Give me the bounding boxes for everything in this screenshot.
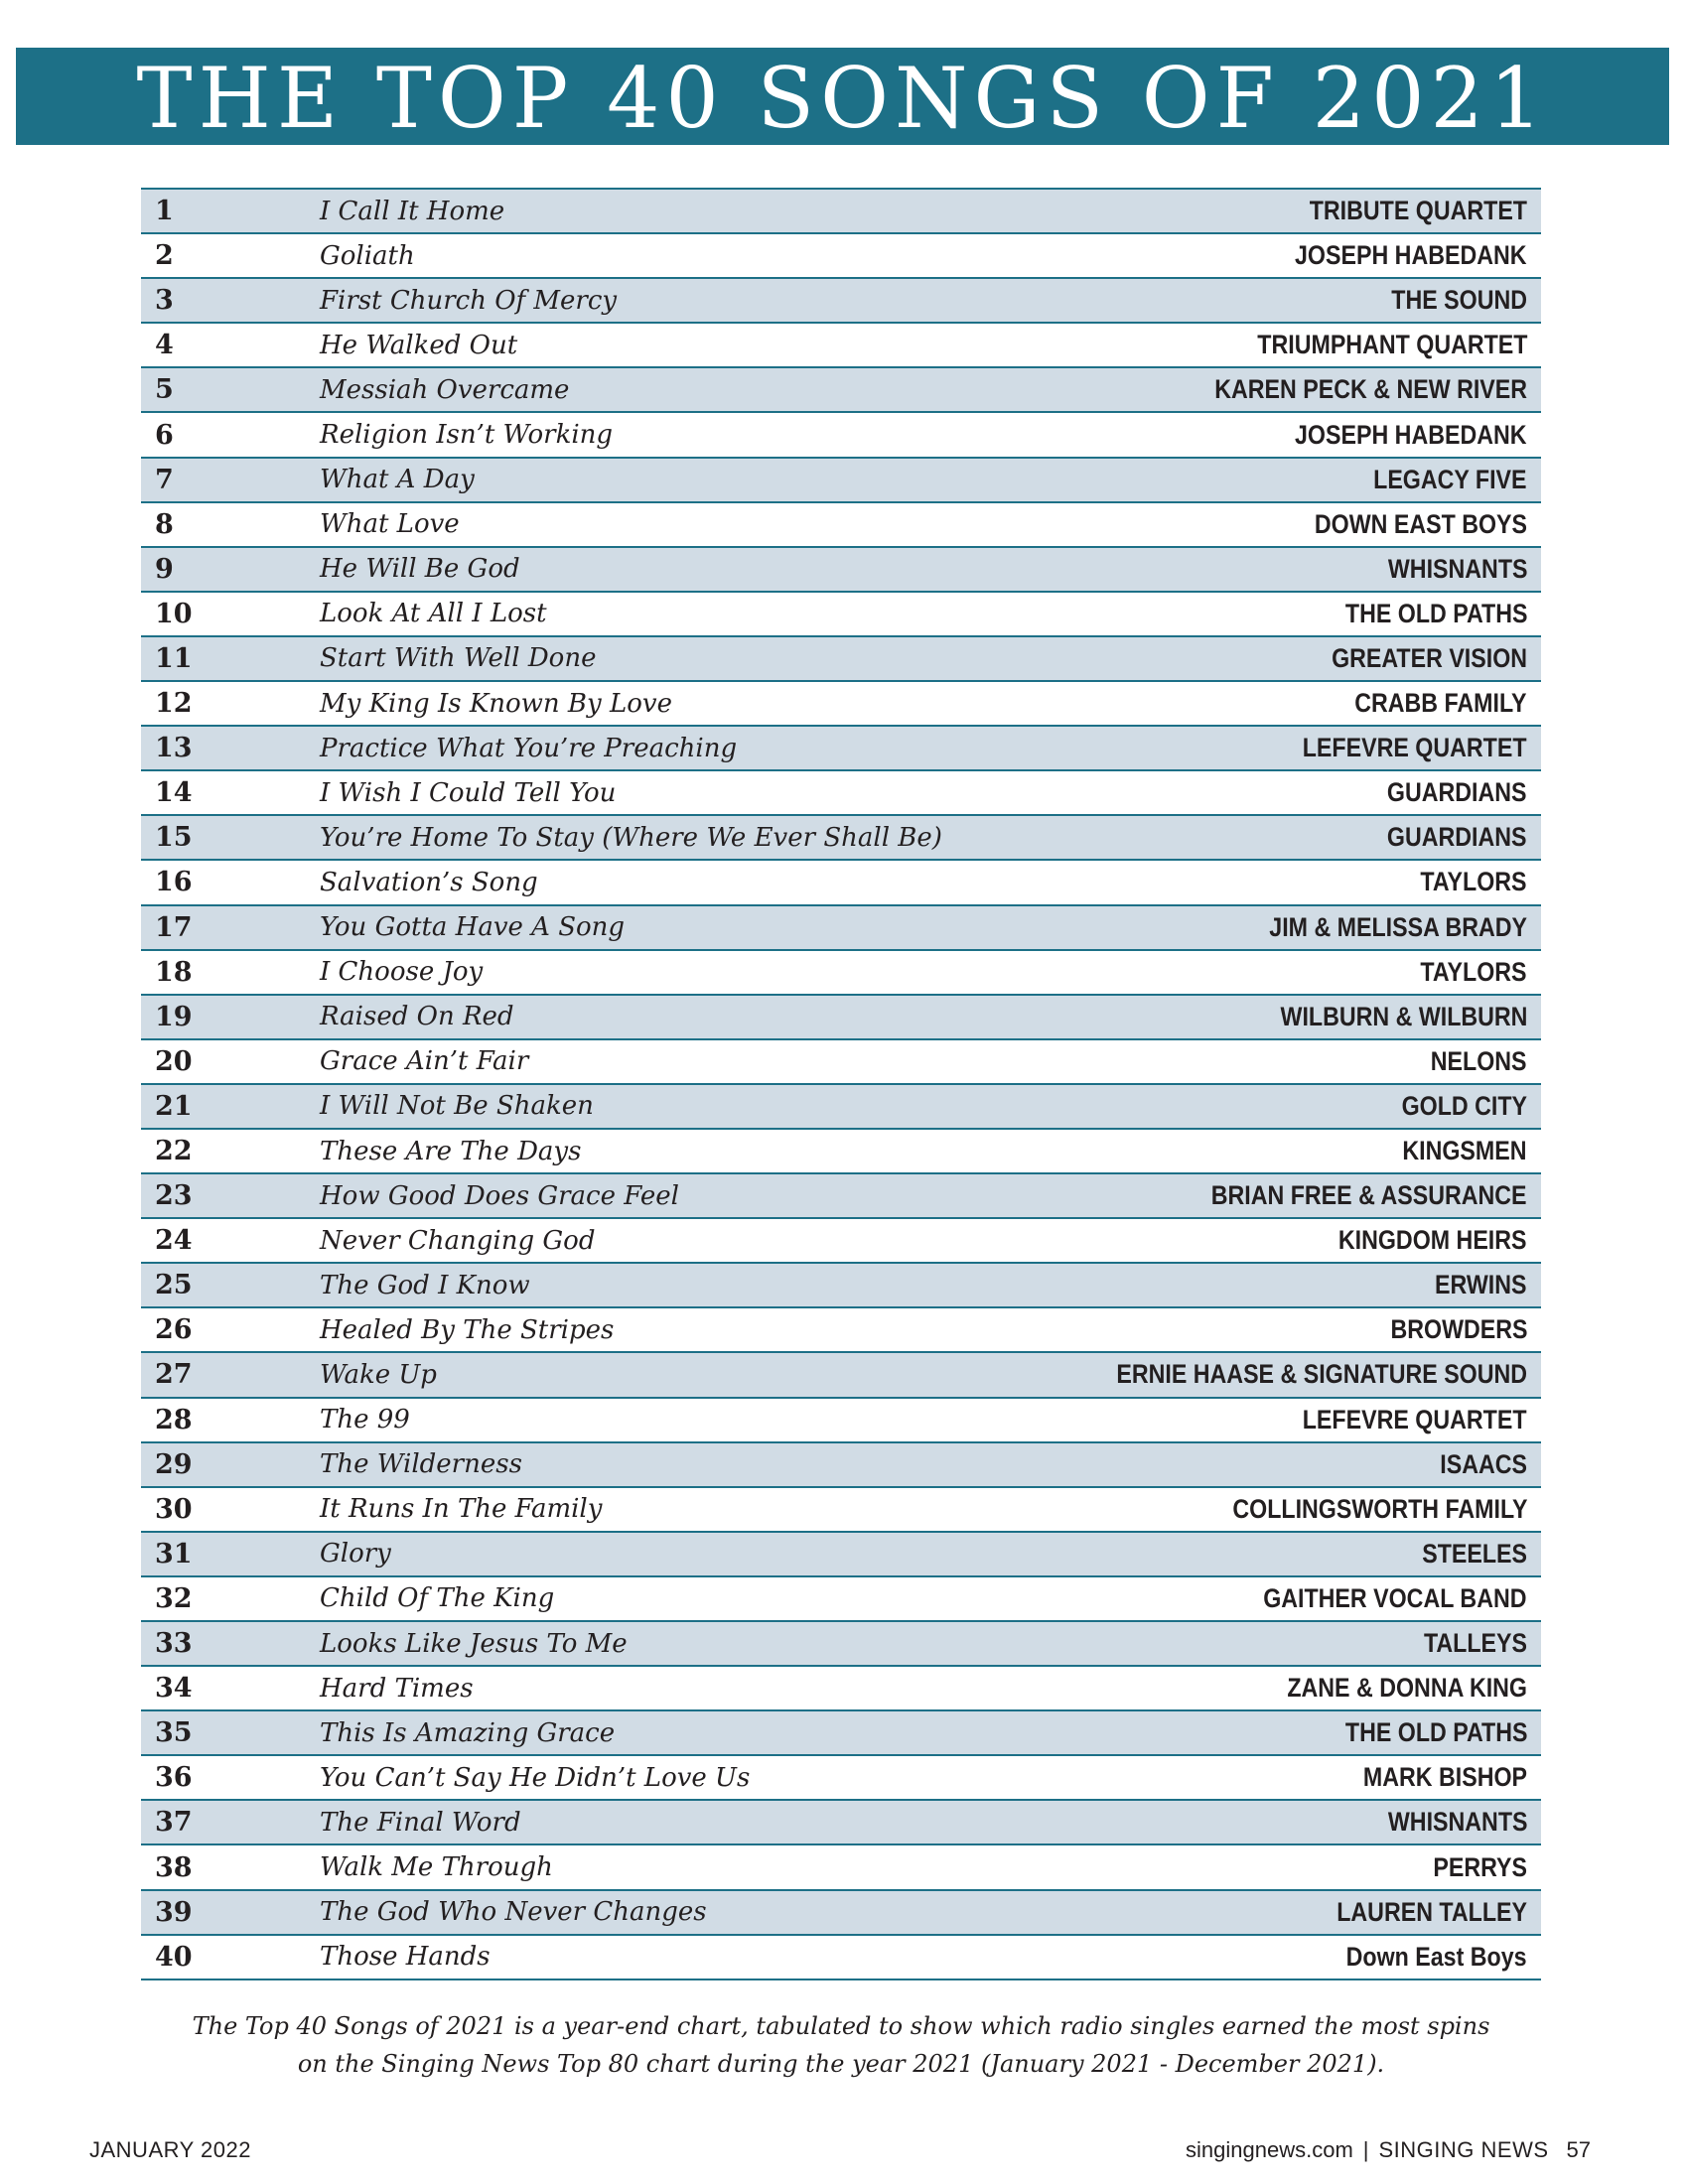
artist-cell: BRIAN FREE & ASSURANCE xyxy=(1211,1180,1527,1211)
rank-cell: 11 xyxy=(155,642,193,674)
page-title: THE TOP 40 SONGS OF 2021 xyxy=(136,50,1549,147)
rank-cell: 35 xyxy=(155,1717,193,1749)
rank-cell: 8 xyxy=(155,508,174,540)
artist-cell: TRIBUTE QUARTET xyxy=(1309,196,1527,226)
table-row xyxy=(141,861,1541,905)
artist-cell: NELONS xyxy=(1431,1045,1527,1076)
table-row xyxy=(141,324,1541,368)
table-row xyxy=(141,1219,1541,1264)
table-row xyxy=(141,771,1541,816)
artist-cell: GREATER VISION xyxy=(1332,642,1527,673)
table-row xyxy=(141,279,1541,324)
folio-issue-date: JANUARY 2022 xyxy=(89,2137,251,2162)
song-title-cell: Looks Like Jesus To Me xyxy=(320,1628,628,1659)
song-title-cell: Those Hands xyxy=(320,1942,491,1973)
table-row xyxy=(141,1622,1541,1667)
artist-cell: ISAACS xyxy=(1440,1448,1527,1479)
song-title-cell: The Wilderness xyxy=(320,1449,522,1480)
table-row xyxy=(141,1130,1541,1174)
song-title-cell: I Will Not Be Shaken xyxy=(320,1091,594,1122)
rank-cell: 34 xyxy=(155,1673,193,1705)
song-title-cell: The God I Know xyxy=(320,1270,530,1300)
artist-cell: LEFEVRE QUARTET xyxy=(1303,733,1527,763)
artist-cell: STEELES xyxy=(1422,1538,1527,1569)
rank-cell: 20 xyxy=(155,1045,193,1077)
song-title-cell: Practice What You’re Preaching xyxy=(320,733,738,763)
artist-cell: WHISNANTS xyxy=(1387,553,1527,584)
artist-cell: WHISNANTS xyxy=(1387,1807,1527,1838)
rank-cell: 28 xyxy=(155,1404,193,1435)
rank-cell: 6 xyxy=(155,419,174,451)
artist-cell: Down East Boys xyxy=(1346,1941,1527,1972)
rank-cell: 38 xyxy=(155,1851,193,1883)
artist-cell: DOWN EAST BOYS xyxy=(1314,508,1527,539)
artist-cell: LEFEVRE QUARTET xyxy=(1303,1404,1527,1434)
song-title-cell: Start With Well Done xyxy=(320,643,597,674)
table-row xyxy=(141,1756,1541,1801)
table-row xyxy=(141,637,1541,682)
title-banner xyxy=(16,48,1669,145)
rank-cell: 16 xyxy=(155,867,193,898)
rank-cell: 7 xyxy=(155,464,174,495)
song-title-cell: First Church Of Mercy xyxy=(320,285,618,316)
artist-cell: JOSEPH HABEDANK xyxy=(1295,240,1527,271)
song-title-cell: Healed By The Stripes xyxy=(320,1314,615,1345)
rank-cell: 36 xyxy=(155,1762,193,1794)
rank-cell: 1 xyxy=(155,196,174,227)
table-row xyxy=(141,1399,1541,1443)
artist-cell: GAITHER VOCAL BAND xyxy=(1263,1582,1527,1613)
table-row xyxy=(141,1040,1541,1085)
rank-cell: 27 xyxy=(155,1359,193,1391)
rank-cell: 26 xyxy=(155,1314,193,1346)
artist-cell: MARK BISHOP xyxy=(1362,1762,1527,1793)
song-title-cell: You Gotta Have A Song xyxy=(320,912,626,943)
artist-cell: ERNIE HAASE & SIGNATURE SOUND xyxy=(1116,1359,1527,1390)
song-title-cell: I Wish I Could Tell You xyxy=(320,777,617,808)
table-row xyxy=(141,1533,1541,1577)
rank-cell: 13 xyxy=(155,733,193,764)
artist-cell: LAUREN TALLEY xyxy=(1336,1896,1527,1927)
table-row xyxy=(141,996,1541,1040)
song-title-cell: Goliath xyxy=(320,240,415,271)
rank-cell: 33 xyxy=(155,1628,193,1660)
folio-website: singingnews.com xyxy=(1186,2137,1353,2162)
rank-cell: 30 xyxy=(155,1493,193,1525)
rank-cell: 15 xyxy=(155,822,193,854)
rank-cell: 29 xyxy=(155,1448,193,1480)
artist-cell: CRABB FAMILY xyxy=(1354,688,1527,719)
song-title-cell: Never Changing God xyxy=(320,1225,596,1256)
rank-cell: 14 xyxy=(155,777,193,809)
table-row xyxy=(141,548,1541,593)
table-row xyxy=(141,1264,1541,1308)
artist-cell: TRIUMPHANT QUARTET xyxy=(1256,330,1527,360)
artist-cell: GUARDIANS xyxy=(1387,822,1527,853)
folio-page-number: 57 xyxy=(1566,2137,1591,2162)
table-row xyxy=(141,459,1541,503)
table-row xyxy=(141,1353,1541,1398)
artist-cell: JIM & MELISSA BRADY xyxy=(1269,911,1527,942)
artist-cell: GOLD CITY xyxy=(1401,1090,1527,1121)
rank-cell: 21 xyxy=(155,1090,193,1122)
rank-cell: 4 xyxy=(155,330,174,361)
song-title-cell: How Good Does Grace Feel xyxy=(320,1180,679,1211)
artist-cell: COLLINGSWORTH FAMILY xyxy=(1231,1493,1527,1524)
table-row xyxy=(141,1801,1541,1845)
table-row xyxy=(141,1667,1541,1711)
footnote-line-1: The Top 40 Songs of 2021 is a year-end chart, tabulated to show which radio singles earned the most spins xyxy=(192,2012,1490,2040)
rank-cell: 19 xyxy=(155,1001,193,1032)
song-title-cell: Religion Isn’t Working xyxy=(320,420,614,451)
table-row xyxy=(141,727,1541,771)
song-title-cell: These Are The Days xyxy=(320,1136,582,1166)
song-title-cell: The 99 xyxy=(320,1405,410,1435)
table-row xyxy=(141,1085,1541,1130)
artist-cell: TAYLORS xyxy=(1420,956,1527,987)
song-title-cell: Grace Ain’t Fair xyxy=(320,1046,529,1077)
song-title-cell: He Walked Out xyxy=(320,330,518,360)
song-title-cell: You Can’t Say He Didn’t Love Us xyxy=(320,1762,751,1793)
song-title-cell: You’re Home To Stay (Where We Ever Shall Be) xyxy=(320,822,942,853)
song-title-cell: He Will Be God xyxy=(320,554,520,585)
table-row xyxy=(141,682,1541,727)
table-row xyxy=(141,234,1541,279)
rank-cell: 39 xyxy=(155,1896,193,1928)
footnote-line-2: on the Singing News Top 80 chart during the year 2021 (January 2021 - December 2021). xyxy=(297,2050,1385,2078)
rank-cell: 10 xyxy=(155,598,193,629)
artist-cell: ZANE & DONNA KING xyxy=(1287,1673,1527,1704)
song-title-cell: I Call It Home xyxy=(320,196,505,226)
table-row xyxy=(141,1711,1541,1756)
song-title-cell: The Final Word xyxy=(320,1807,521,1838)
artist-cell: LEGACY FIVE xyxy=(1373,464,1527,494)
table-row xyxy=(141,816,1541,861)
rank-cell: 31 xyxy=(155,1538,193,1570)
song-title-cell: What A Day xyxy=(320,465,475,495)
rank-cell: 2 xyxy=(155,240,174,272)
table-row xyxy=(141,1174,1541,1219)
footnote xyxy=(141,2007,1541,2083)
table-row xyxy=(141,1577,1541,1622)
song-title-cell: It Runs In The Family xyxy=(320,1494,603,1525)
rank-cell: 3 xyxy=(155,285,174,317)
artist-cell: KINGDOM HEIRS xyxy=(1338,1225,1527,1256)
artist-cell: KAREN PECK & NEW RIVER xyxy=(1214,374,1527,405)
table-row xyxy=(141,951,1541,996)
artist-cell: THE OLD PATHS xyxy=(1344,1717,1527,1748)
song-title-cell: Child Of The King xyxy=(320,1583,555,1614)
artist-cell: TALLEYS xyxy=(1423,1628,1527,1659)
song-title-cell: Raised On Red xyxy=(320,1002,514,1032)
rank-cell: 23 xyxy=(155,1180,193,1212)
table-row xyxy=(141,190,1541,234)
song-title-cell: Wake Up xyxy=(320,1359,437,1390)
artist-cell: BROWDERS xyxy=(1389,1314,1527,1345)
table-row xyxy=(141,503,1541,548)
table-row xyxy=(141,1308,1541,1353)
rank-cell: 40 xyxy=(155,1941,193,1973)
folio-magazine-name: SINGING NEWS xyxy=(1378,2137,1549,2162)
artist-cell: ERWINS xyxy=(1435,1270,1527,1300)
song-title-cell: Walk Me Through xyxy=(320,1852,553,1883)
artist-cell: WILBURN & WILBURN xyxy=(1280,1001,1527,1031)
rank-cell: 17 xyxy=(155,911,193,943)
table-row xyxy=(141,1443,1541,1488)
top-40-table xyxy=(141,188,1541,1980)
rank-cell: 22 xyxy=(155,1136,193,1167)
song-title-cell: Hard Times xyxy=(320,1673,474,1704)
rank-cell: 32 xyxy=(155,1582,193,1614)
table-row xyxy=(141,1936,1541,1980)
folio-separator: | xyxy=(1362,2137,1369,2162)
rank-cell: 37 xyxy=(155,1807,193,1839)
artist-cell: KINGSMEN xyxy=(1402,1136,1527,1166)
folio-right xyxy=(1186,2139,1591,2161)
song-title-cell: What Love xyxy=(320,509,460,540)
song-title-cell: This Is Amazing Grace xyxy=(320,1717,616,1748)
table-row xyxy=(141,1891,1541,1936)
artist-cell: PERRYS xyxy=(1433,1851,1527,1882)
song-title-cell: Glory xyxy=(320,1539,391,1570)
table-row xyxy=(141,368,1541,413)
artist-cell: JOSEPH HABEDANK xyxy=(1295,419,1527,450)
table-row xyxy=(141,593,1541,637)
rank-cell: 9 xyxy=(155,553,174,585)
rank-cell: 25 xyxy=(155,1270,193,1301)
table-row xyxy=(141,906,1541,951)
song-title-cell: Messiah Overcame xyxy=(320,374,570,405)
table-row xyxy=(141,1845,1541,1890)
table-row xyxy=(141,413,1541,458)
rank-cell: 24 xyxy=(155,1225,193,1257)
song-title-cell: The God Who Never Changes xyxy=(320,1897,707,1928)
table-row xyxy=(141,1488,1541,1533)
song-title-cell: Salvation’s Song xyxy=(320,867,538,897)
song-title-cell: Look At All I Lost xyxy=(320,599,547,629)
song-title-cell: My King Is Known By Love xyxy=(320,688,672,719)
artist-cell: TAYLORS xyxy=(1420,867,1527,897)
rank-cell: 5 xyxy=(155,374,174,406)
artist-cell: THE OLD PATHS xyxy=(1344,598,1527,628)
artist-cell: GUARDIANS xyxy=(1387,777,1527,808)
rank-cell: 18 xyxy=(155,956,193,988)
rank-cell: 12 xyxy=(155,688,193,720)
artist-cell: THE SOUND xyxy=(1391,285,1527,316)
song-title-cell: I Choose Joy xyxy=(320,957,484,988)
